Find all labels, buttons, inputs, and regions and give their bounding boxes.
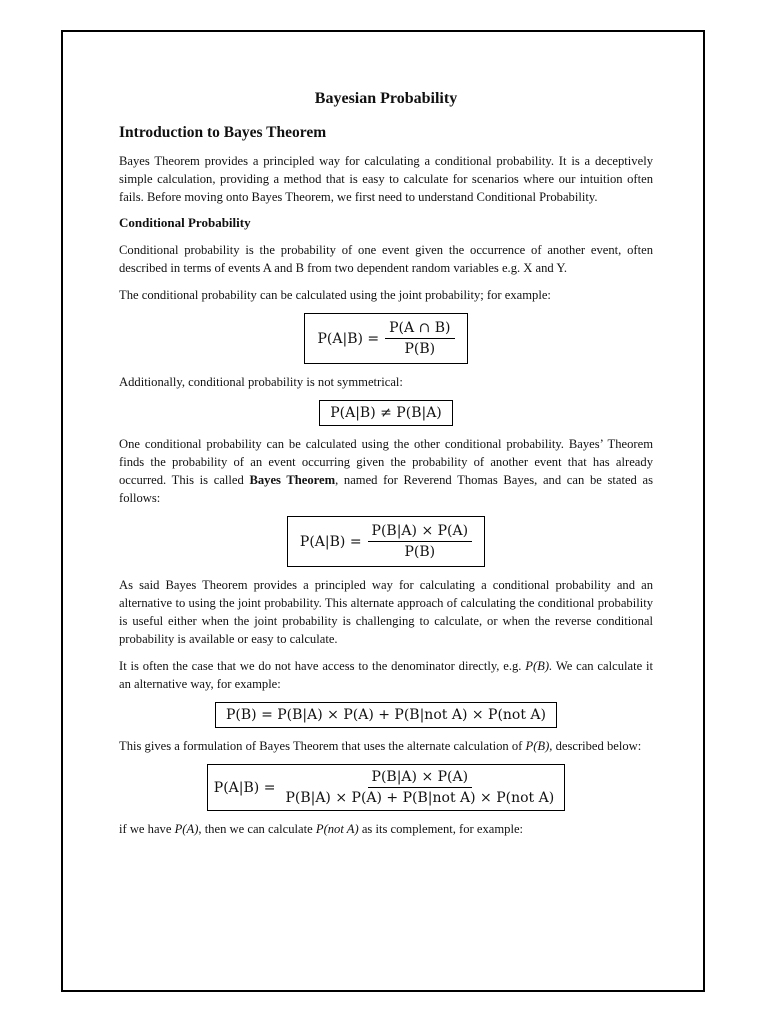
conditional-paragraph-1: Conditional probability is the probability of one event given the occurrence of another event, often described in terms of events A and B from two dependent random variables e.g. X and Y. (119, 243, 653, 275)
p8-em-1: P(A) (174, 822, 199, 836)
intro-heading: Introduction to Bayes Theorem (119, 124, 327, 141)
conditional-paragraph-7 (119, 737, 653, 755)
equation-bayes-expanded-wrap (119, 764, 653, 811)
equation-total-prob: P(B) = P(B|A) × P(A) + P(B|not A) × P(not A) (215, 702, 557, 728)
equation-bayes-lhs: P(A|B) = (299, 533, 362, 550)
p8-em-2: P(not A) (315, 822, 359, 836)
p4-bold: Bayes Theorem (249, 473, 336, 487)
p7-em: P(B), (525, 739, 553, 753)
equation-bayes-expanded (207, 764, 565, 811)
p8-text-3: as its complement, for example: (358, 822, 524, 836)
equation-not-symmetric: P(A|B) ≠ P(B|A) (319, 400, 453, 426)
p7-text-1: This gives a formulation of Bayes Theorem that uses the alternate calculation of (119, 739, 526, 753)
equation-bayes-wrap (119, 516, 653, 567)
document-page (61, 30, 705, 992)
conditional-paragraph-6 (119, 657, 653, 693)
conditional-paragraph-3: Additionally, conditional probability is not symmetrical: (119, 375, 403, 389)
conditional-paragraph-8 (119, 820, 653, 838)
intro-paragraph: Bayes Theorem provides a principled way for calculating a conditional probability. It is a deceptively simple calculation, providing a method that is easy to calculate for scenarios where our intuition often fails. Before moving onto Bayes Theorem, we first need to understand Conditional Probability. (119, 154, 653, 204)
equation-not-symmetric-wrap (119, 400, 653, 426)
equation-bayes-expanded-lhs: P(A|B) = (213, 779, 276, 796)
conditional-paragraph-4 (119, 435, 653, 507)
conditional-paragraph-2: The conditional probability can be calculated using the joint probability; for example: (119, 288, 551, 302)
p7-text-2: described below: (552, 739, 642, 753)
p6-text-1: It is often the case that we do not have access to the denominator directly, e.g. (119, 659, 526, 673)
p8-text-1: if we have (119, 822, 175, 836)
p6-em: P(B). (525, 659, 553, 673)
p6-text-2: We can calculate it an alternative way, for example: (119, 659, 653, 691)
conditional-heading: Conditional Probability (119, 215, 251, 230)
document-content (119, 90, 653, 847)
conditional-paragraph-5: As said Bayes Theorem provides a principled way for calculating a conditional probability and an alternative to using the joint probability. This alternate approach of calculating the conditional probability is useful either when the joint probability is challenging to calculate, or when the reverse conditional probability is available or easy to calculate. (119, 578, 653, 646)
p4-text-2: , named for Reverend Thomas Bayes, and can be stated as follows: (119, 473, 654, 505)
equation-joint-lhs: P(A|B) = (317, 330, 380, 347)
equation-joint-wrap (119, 313, 653, 364)
equation-bayes-numerator: P(B|A) × P(A) (368, 523, 473, 542)
equation-bayes-expanded-denominator: P(B|A) × P(A) + P(B|not A) × P(not A) (285, 790, 555, 806)
equation-joint (304, 313, 467, 364)
p4-text-1: One conditional probability can be calculated using the other conditional probability. Bayes’ Theorem finds the probability of an event occurring given the probability of another event that has already occurred. This is called (119, 437, 653, 487)
equation-total-prob-wrap (119, 702, 653, 728)
equation-bayes (287, 516, 485, 567)
document-title: Bayesian Probability (314, 90, 458, 107)
equation-joint-numerator: P(A ∩ B) (385, 320, 454, 339)
equation-bayes-denominator: P(B) (404, 544, 436, 560)
equation-joint-denominator: P(B) (404, 341, 436, 357)
equation-bayes-expanded-numerator: P(B|A) × P(A) (368, 769, 473, 788)
p8-text-2: , then we can calculate (198, 822, 316, 836)
